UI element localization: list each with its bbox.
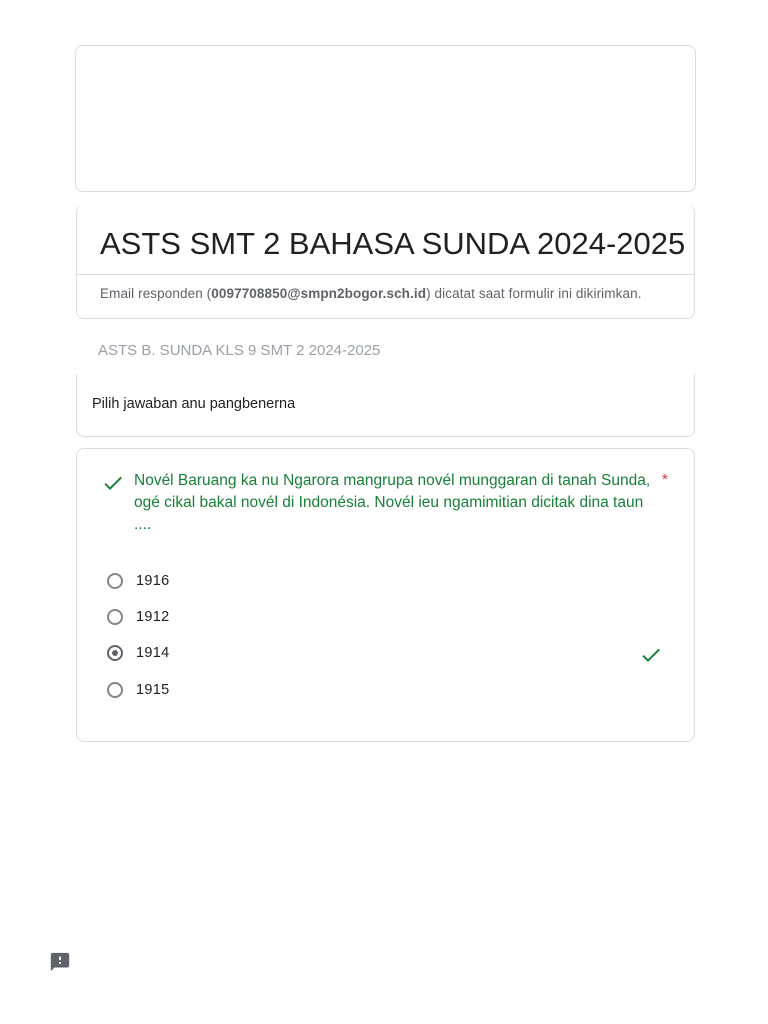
- title-divider: [77, 274, 694, 275]
- email-suffix: ) dicatat saat formulir ini dikirimkan.: [426, 286, 642, 301]
- radio-button[interactable]: [107, 573, 123, 589]
- question-card: [76, 448, 695, 742]
- feedback-icon[interactable]: [49, 951, 71, 973]
- option-label: 1912: [136, 609, 170, 625]
- respondent-email-notice: [100, 286, 642, 301]
- option-label: 1914: [136, 645, 170, 661]
- section-title: ASTS B. SUNDA KLS 9 SMT 2 2024-2025: [98, 342, 381, 359]
- option-1915[interactable]: [107, 678, 667, 702]
- option-1916[interactable]: [107, 569, 667, 593]
- header-banner: [75, 45, 696, 192]
- radio-button[interactable]: [107, 682, 123, 698]
- radio-button-selected[interactable]: [107, 645, 123, 661]
- form-title: ASTS SMT 2 BAHASA SUNDA 2024-2025: [100, 226, 686, 261]
- option-1914[interactable]: [107, 641, 667, 665]
- check-icon: [101, 471, 125, 495]
- option-1912[interactable]: [107, 605, 667, 629]
- question-text: Novél Baruang ka nu Ngarora mangrupa novél munggaran di tanah Sunda, ogé cikal bakal novél di Indonésia. Novél ieu ngamimitian dicitak dina taun ....: [134, 472, 651, 533]
- email-prefix: Email responden (: [100, 286, 212, 301]
- radio-button[interactable]: [107, 609, 123, 625]
- option-label: 1915: [136, 682, 170, 698]
- section-instruction-card: [76, 374, 695, 437]
- form-title-card: [76, 205, 695, 319]
- required-asterisk: *: [662, 471, 668, 488]
- section-instruction: Pilih jawaban anu pangbenerna: [92, 396, 296, 412]
- option-label: 1916: [136, 573, 170, 589]
- respondent-email: 0097708850@smpn2bogor.sch.id: [211, 286, 427, 301]
- check-icon: [639, 643, 663, 667]
